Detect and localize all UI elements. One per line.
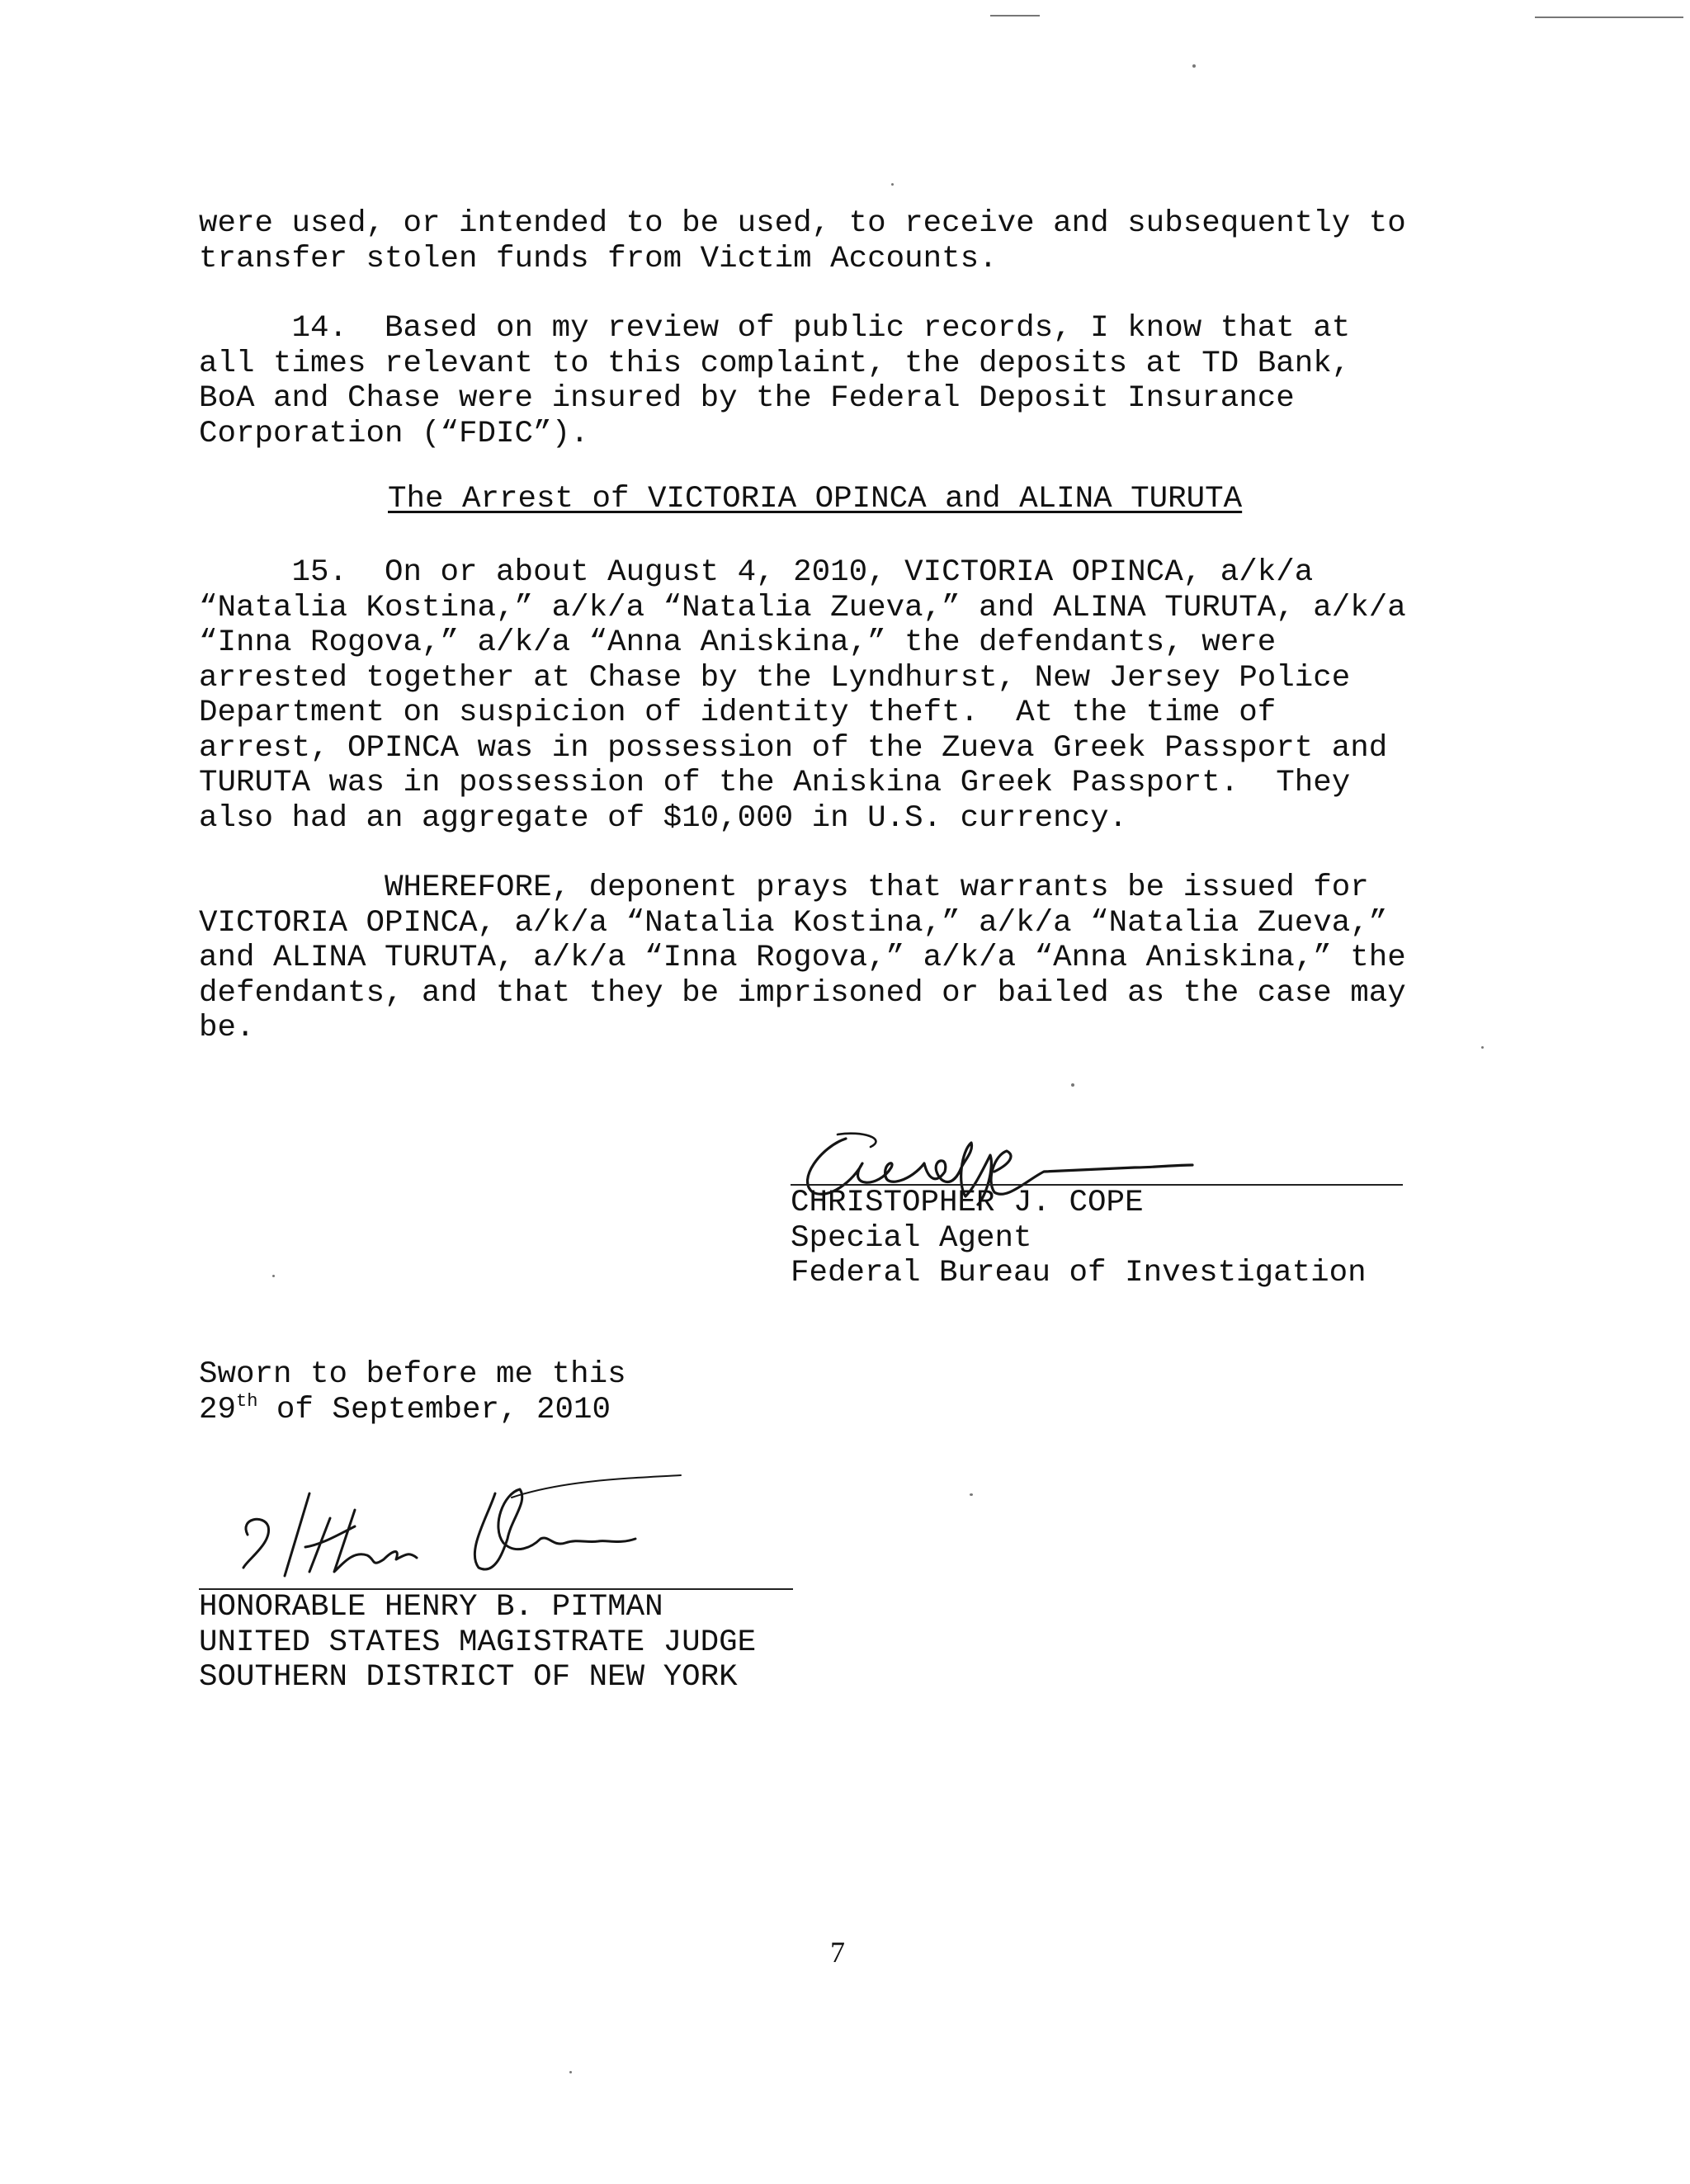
paragraph-15 [199,555,1486,836]
section-heading: The Arrest of VICTORIA OPINCA and ALINA TURUTA [388,482,1243,517]
paragraph-wherefore [199,870,1486,1046]
text-line: 15. On or about August 4, 2010, VICTORIA OPINCA, a/k/a [199,555,1314,590]
text-line: TURUTA was in possession of the Aniskina Greek Passport. They [199,766,1351,800]
text-line: be. [199,1011,255,1045]
text-line: 14. Based on my review of public records, I know that at [199,311,1351,346]
judge-name: HONORABLE HENRY B. PITMAN [199,1590,663,1625]
text-line: “Inna Rogova,” a/k/a “Anna Aniskina,” the defendants, were [199,625,1277,660]
paragraph-14 [199,311,1486,451]
jurat-day-suffix: th [236,1390,258,1412]
paragraph-continuation [199,206,1486,276]
page-number: 7 [830,1936,845,1969]
text-line: all times relevant to this complaint, the deposits at TD Bank, [199,346,1351,381]
text-line: also had an aggregate of $10,000 in U.S. currency. [199,800,1128,836]
text-line: transfer stolen funds from Victim Accounts. [199,241,998,276]
affiant-title: Special Agent [791,1220,1032,1256]
text-line: BoA and Chase were insured by the Federal Deposit Insurance [199,381,1295,416]
affiant-block [791,1186,1451,1291]
judge-title: UNITED STATES MAGISTRATE JUDGE [199,1625,757,1660]
judge-court: SOUTHERN DISTRICT OF NEW YORK [199,1660,738,1695]
affiant-name: CHRISTOPHER J. COPE [791,1186,1144,1220]
jurat-line-1: Sworn to before me this [199,1357,626,1392]
scan-speck [1535,17,1683,18]
scan-speck [990,15,1040,17]
judge-signature [231,1469,710,1584]
jurat-line-2 [199,1390,1486,1428]
scan-speck [1071,1083,1074,1087]
text-line: were used, or intended to be used, to receive and subsequently to [199,206,1406,241]
text-line: defendants, and that they be imprisoned or bailed as the case may [199,975,1406,1011]
jurat [199,1357,1486,1427]
jurat-date-rest: of September, 2010 [257,1392,611,1427]
text-line: Corporation (“FDIC”). [199,416,589,451]
scan-speck [272,1275,275,1277]
text-line: Department on suspicion of identity theft. At the time of [199,696,1277,730]
scan-speck [970,1493,973,1496]
scan-speck [1192,64,1196,68]
scan-speck [1481,1046,1484,1049]
scan-speck [891,183,894,186]
text-line: VICTORIA OPINCA, a/k/a “Natalia Kostina,” a/k/a “Natalia Zueva,” [199,905,1388,941]
text-line: WHEREFORE, deponent prays that warrants be issued for [199,870,1369,905]
jurat-day: 29 [199,1392,237,1427]
text-line: arrest, OPINCA was in possession of the Zueva Greek Passport and [199,730,1388,766]
judge-block [199,1590,942,1696]
scan-speck [569,2071,572,2073]
text-line: and ALINA TURUTA, a/k/a “Inna Rogova,” a/k/a “Anna Aniskina,” the [199,941,1406,975]
text-line: arrested together at Chase by the Lyndhurst, New Jersey Police [199,660,1351,696]
text-line: “Natalia Kostina,” a/k/a “Natalia Zueva,” and ALINA TURUTA, a/k/a [199,590,1406,625]
affiant-agency: Federal Bureau of Investigation [791,1256,1367,1290]
